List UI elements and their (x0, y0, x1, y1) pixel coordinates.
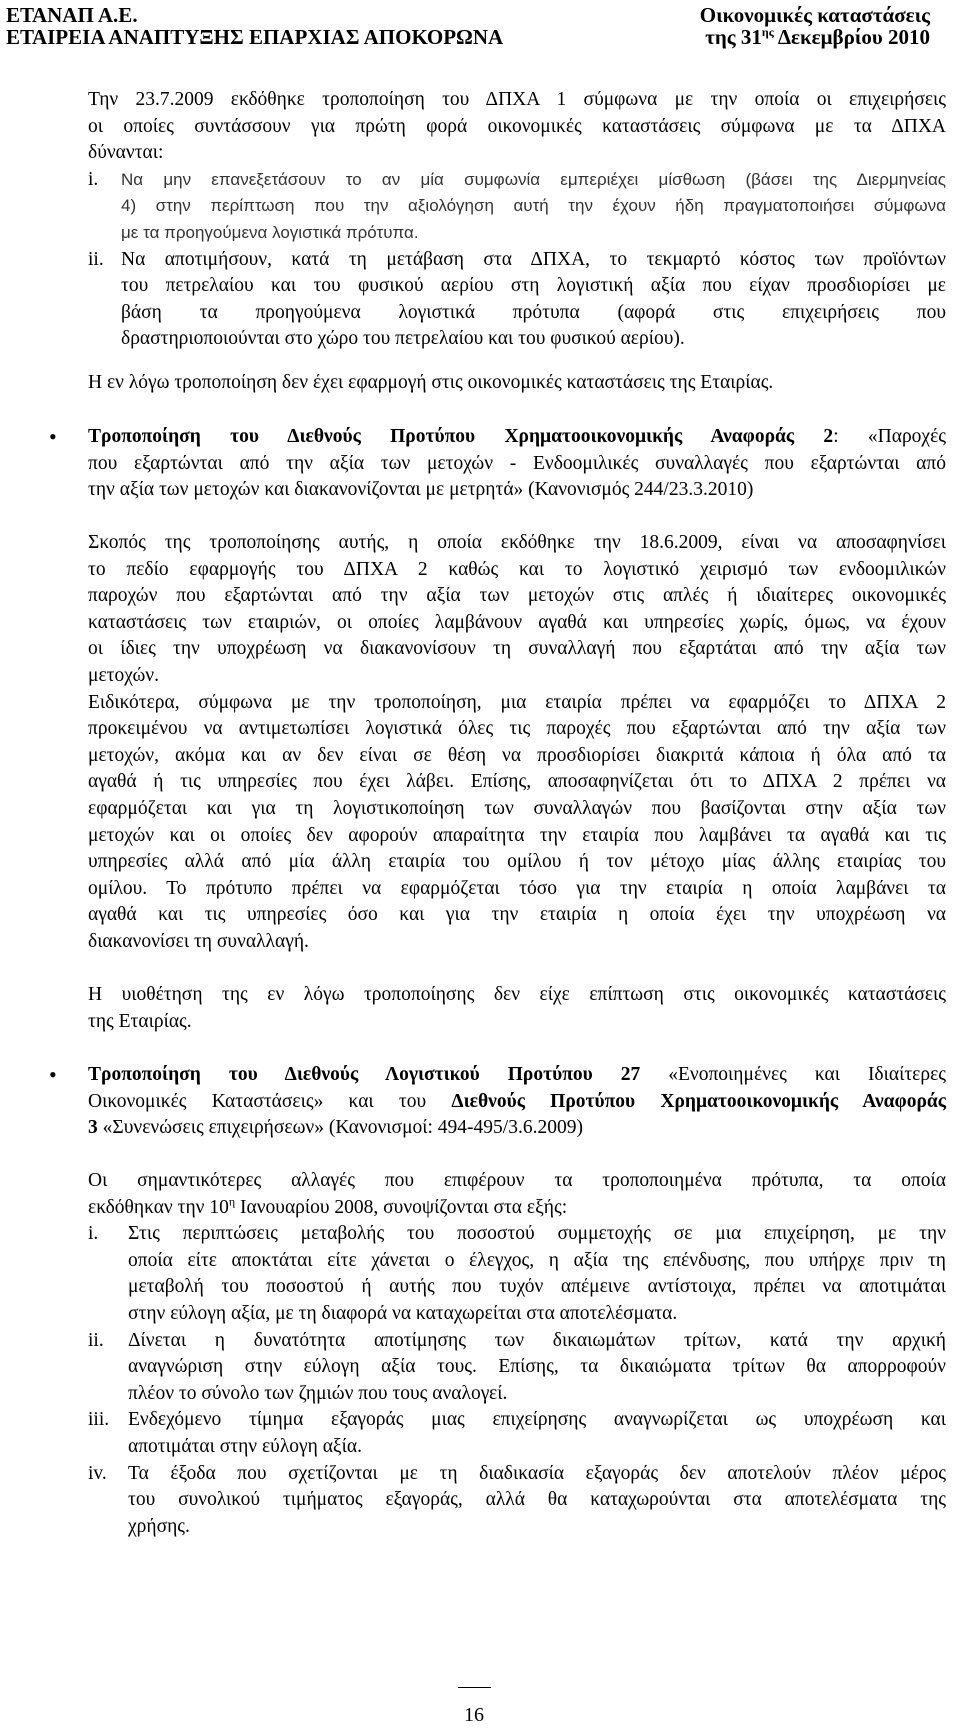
text-line: που εξαρτώνται από την αξία των μετοχών - Ενδοομιλικές συναλλαγές που εξαρτώνται από (88, 452, 946, 474)
text-line: στην εύλογη αξία, με τη διαφορά να καταχωρείται στα αποτελέσματα. (128, 1302, 678, 1324)
bullet-icon: • (49, 1062, 57, 1087)
text-line: οι οποίες συντάσσουν για πρώτη φορά οικονομικές καταστάσεις σύμφωνα με τα ΔΠΧΑ (88, 115, 946, 137)
text-line: αποτιμάται στην εύλογη αξία. (128, 1435, 362, 1457)
text-line (88, 1089, 946, 1116)
report-date (705, 26, 930, 48)
text-line: Οι σημαντικότερες αλλαγές που επιφέρουν τα τροποποιημένα πρότυπα, τα οποία (88, 1170, 946, 1191)
list-marker: ii. (88, 248, 104, 270)
text-line (88, 1062, 946, 1089)
text-line: Να μην επανεξετάσουν το αν μία συμφωνία εμπεριέχει μίσθωση (βάσει της Διερμηνείας (121, 169, 946, 189)
ifrs2-title-rest: : «Παροχές (833, 426, 946, 447)
text-line: αγαθά και τις υπηρεσίες όσο και για την εταιρία η οποία έχει την υποχρέωση να (88, 904, 946, 926)
ias27-heading (49, 1062, 946, 1142)
bullet-icon: • (49, 424, 57, 449)
text-line: 4) στην περίπτωση που την αξιολόγηση αυτή την έχουν ήδη πραγματοποιήσει σύμφωνα (121, 196, 946, 216)
ifrs2-adoption (88, 982, 946, 1035)
list-marker: ii. (88, 1329, 104, 1351)
list-marker: iii. (88, 1409, 110, 1431)
text-line: Να αποτιμήσουν, κατά τη μετάβαση στα ΔΠΧΑ, το τεκμαρτό κόστος των προϊόντων (121, 248, 946, 270)
report-title: Οικονομικές καταστάσεις (699, 3, 930, 27)
list-item (88, 247, 946, 353)
text-line: διακανονίσει τη συναλλαγή. (88, 930, 309, 952)
list-item (88, 167, 946, 247)
list-marker: i. (88, 168, 99, 190)
text-line: αναγνώριση στην εύλογη αξία τους. Επίσης, τα δικαιώματα τρίτων θα απορροφούν (128, 1356, 946, 1378)
report-date-prefix: της 31 (705, 25, 762, 49)
ifrs1-section (88, 87, 946, 353)
ifrs2-body (88, 530, 946, 956)
text-line: την αξία των μετοχών και διακανονίζονται με μετρητά» (Κανονισμός 244/23.3.2010) (88, 479, 754, 501)
text-line: βάση τα προηγούμενα λογιστικά πρότυπα (αφορά στις επιχειρήσεις που (121, 301, 946, 323)
text-line: του πετρελαίου και του φυσικού αερίου στη λογιστική αξία που είχαν προσδιορίσει με (121, 275, 946, 297)
text-line: μετοχών και οι οποίες δεν αφορούν απαραίτητα την εταιρία που λαμβάνει τα αγαθά και τις (88, 824, 946, 846)
list-item (88, 1221, 946, 1327)
ias27-title-rest: «Ενοποιημένες και Ιδιαίτερες (640, 1064, 946, 1085)
text-line: Την 23.7.2009 εκδόθηκε τροποποίηση του ΔΠΧΑ 1 σύμφωνα με την οποία οι επιχειρήσεις (88, 89, 946, 110)
company-full-name: ΕΤΑΙΡΕΙΑ ΑΝΑΠΤΥΞΗΣ ΕΠΑΡΧΙΑΣ ΑΠΟΚΟΡΩΝΑ (6, 25, 504, 49)
footer-divider (458, 1687, 491, 1688)
text-line: οι ίδιες την υποχρέωση να διακανονίσουν τη συναλλαγή που εξαρτάται από την αξία των (88, 638, 946, 660)
text-line: καταστάσεις των εταιριών, οι οποίες λαμβάνουν αγαθά και υπηρεσίες χωρίς, όμως, να έχουν (88, 611, 946, 633)
ifrs1-conclusion (88, 370, 946, 397)
intro-date-prefix: εκδόθηκαν την 10 (88, 1196, 229, 1218)
list-item (88, 1461, 946, 1541)
ias27-title-normal: Οικονομικές Καταστάσεις» και του (88, 1090, 452, 1112)
text-line: χρήσης. (128, 1515, 190, 1537)
report-date-suffix: Δεκεμβρίου 2010 (773, 25, 930, 49)
page-number: 16 (464, 1704, 484, 1726)
text-line: μεταβολή του ποσοστού ή αυτής που τυχόν απέμεινε αντίστοιχα, πρέπει να αποτιμάται (128, 1276, 946, 1298)
ifrs3-title: Διεθνούς Προτύπου Χρηματοοικονομικής Αναφοράς (451, 1090, 946, 1112)
ias27-title: Τροποποίηση του Διεθνούς Λογιστικού Προτύπου 27 (88, 1064, 641, 1085)
text-line: προκειμένου να αντιμετωπίσει λογιστικά όλες τις παροχές που εξαρτώνται από την αξία των (88, 718, 946, 740)
text-line: υπηρεσίες αλλά από μία άλλη εταιρία του ομίλου ή τον μέτοχο μίας άλλης εταιρίας του (88, 851, 946, 873)
text-line: Ειδικότερα, σύμφωνα με την τροποποίηση, μια εταιρία πρέπει να εφαρμόζει το ΔΠΧΑ 2 (88, 691, 946, 713)
text-line: αγαθά ή τις υπηρεσίες που έχει λάβει. Επίσης, αποσαφηνίζεται ότι το ΔΠΧΑ 2 πρέπει να (88, 771, 946, 793)
text-line: Τα έξοδα που σχετίζονται με τη διαδικασία εξαγοράς δεν αποτελούν πλέον μέρος (128, 1462, 946, 1484)
company-short-name: ΕΤΑΝΑΠ Α.Ε. (6, 3, 138, 27)
intro-date-ordinal: η (228, 1194, 236, 1209)
list-item (88, 1407, 946, 1460)
list-item (88, 1328, 946, 1408)
list-marker: i. (88, 1223, 99, 1245)
ias27-changes-list (88, 1221, 946, 1540)
list-marker: iv. (88, 1462, 107, 1484)
text-line: Δίνεται η δυνατότητα αποτίμησης των δικαιωμάτων τρίτων, κατά την αρχική (128, 1329, 946, 1351)
ias27-body (88, 1168, 946, 1540)
text-line (88, 424, 946, 451)
text-line: μετοχών, ακόμα και αν δεν είναι σε θέση να προσδιορίσει διακριτά κάποια ή όλα από τα (88, 744, 946, 766)
ifrs2-heading (49, 424, 946, 504)
text-line: Στις περιπτώσεις μεταβολής του ποσοστού συμμετοχής σε μια επιχείρηση, με την (128, 1223, 946, 1245)
text-line: Ενδεχόμενο τίμημα εξαγοράς μιας επιχείρησης αναγνωρίζεται ως υποχρέωση και (128, 1409, 946, 1431)
text-line: ομίλου. Το πρότυπο πρέπει να εφαρμόζεται τόσο για την εταιρία η οποία λαμβάνει τα (88, 877, 946, 899)
text-line: Σκοπός της τροποποίησης αυτής, η οποία εκδόθηκε την 18.6.2009, είναι να αποσαφηνίσει (88, 532, 946, 553)
text-line: παροχών που εξαρτώνται από την αξία των μετοχών στις απλές ή ιδιαίτερες οικονομικές (88, 585, 946, 607)
ifrs1-options-list (88, 167, 946, 353)
text-line: μετοχών. (88, 664, 159, 686)
text-line: εφαρμόζεται και για τη λογιστικοποίηση των συναλλαγών που βασίζονται στην αξία των (88, 797, 946, 819)
text-line: δύνανται: (88, 142, 164, 164)
text-line: με τα προηγούμενα λογιστικά πρότυπα. (121, 222, 419, 242)
ifrs2-title: Τροποποίηση του Διεθνούς Προτύπου Χρηματοοικονομικής Αναφοράς 2 (88, 426, 834, 447)
text-line: το πεδίο εφαρμογής του ΔΠΧΑ 2 καθώς και το λογιστικό χειρισμό των ενδοομιλικών (88, 558, 946, 580)
report-date-ordinal: ης (761, 25, 774, 39)
text-line: Η εν λόγω τροποποίηση δεν έχει εφαρμογή στις οικονομικές καταστάσεις της Εταιρίας. (88, 372, 774, 393)
ifrs3-number: 3 (88, 1117, 98, 1139)
text-line: οποία είτε αποκτάται είτε χάνεται ο έλεγχος, η αξία της επένδυσης, που υπήρχε πριν τη (128, 1249, 946, 1271)
text-line: του συνολικού τιμήματος εξαγοράς, αλλά θα καταχωρούνται στα αποτελέσματα της (128, 1489, 946, 1511)
ifrs3-title-rest: «Συνενώσεις επιχειρήσεων» (Κανονισμοί: 494-495/3.6.2009) (97, 1117, 583, 1139)
text-line (88, 1195, 946, 1222)
text-line: δραστηριοποιούνται στο χώρο του πετρελαίου και του φυσικού αερίου). (121, 328, 685, 350)
intro-date-suffix: Ιανουαρίου 2008, συνοψίζονται στα εξής: (235, 1196, 568, 1218)
text-line: πλέον το σύνολο των ζημιών που τους αναλογεί. (128, 1382, 508, 1404)
text-line: της Εταιρίας. (88, 1010, 192, 1032)
text-line (88, 1115, 946, 1142)
text-line: Η υιοθέτηση της εν λόγω τροποποίησης δεν είχε επίπτωση στις οικονομικές καταστάσεις (88, 984, 946, 1005)
